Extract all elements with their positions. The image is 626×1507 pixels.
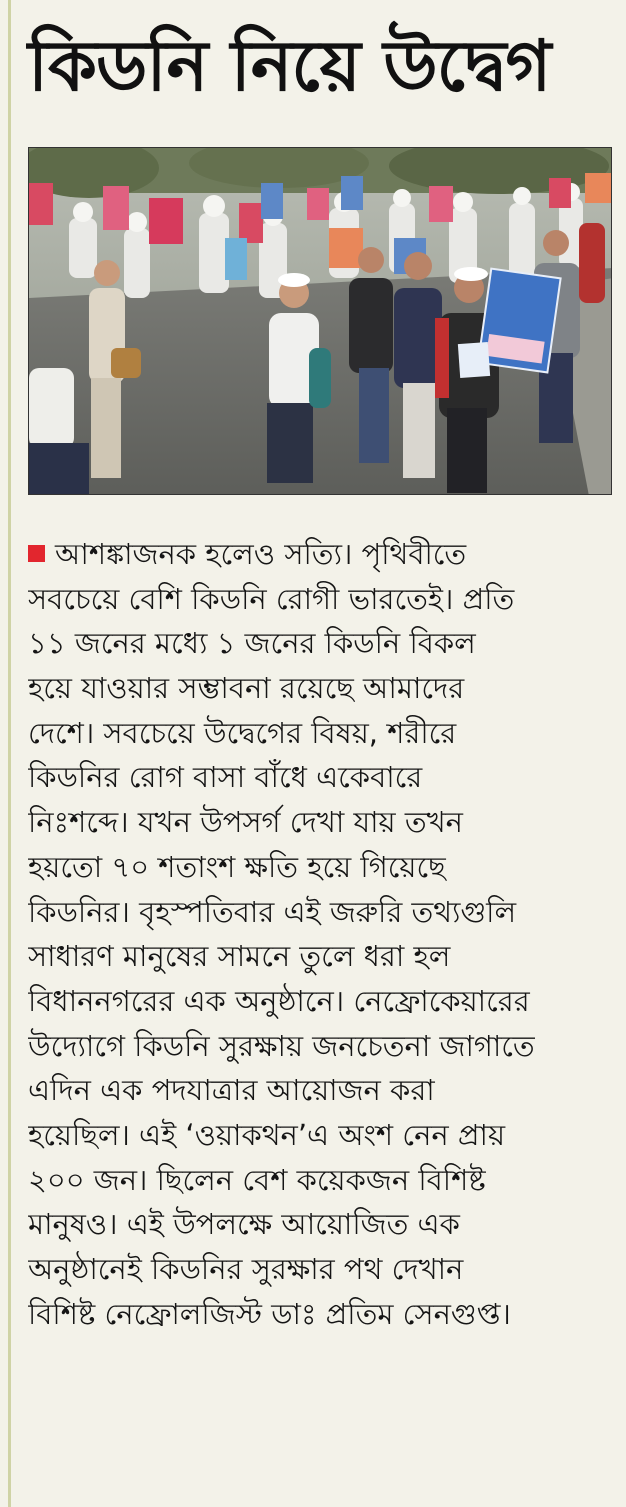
article-line: আশঙ্কাজনক হলেও সত্যি। পৃথিবীতে [28,532,618,577]
article-line: মানুষও। এই উপলক্ষে আয়োজিত এক [28,1207,460,1242]
article-line: হয়তো ৭০ শতাংশ ক্ষতি হয়ে গিয়েছে [28,849,446,884]
headline: কিডনি নিয়ে উদ্বেগ [28,25,551,107]
article-line: অনুষ্ঠানেই কিডনির সুরক্ষার পথ দেখান [28,1252,464,1286]
article-line: কিডনির রোগ বাসা বাঁধে একেবারে [28,760,423,795]
article-line: হয়েছিল। এই ‘ওয়াকথন’এ অংশ নেন প্রায় [28,1117,506,1152]
article-line: এদিন এক পদযাত্রার আয়োজন করা [28,1073,435,1108]
news-photo [28,147,612,495]
article-line: ১১ জনের মধ্যে ১ জনের কিডনি বিকল [28,626,476,661]
article-line: কিডনির। বৃহস্পতিবার এই জরুরি তথ্যগুলি [28,894,517,929]
column-rule [8,0,11,1507]
article-line: ২০০ জন। ছিলেন বেশ কয়েকজন বিশিষ্ট [28,1162,486,1197]
article-line: সবচেয়ে বেশি কিডনি রোগী ভারতেই। প্রতি [28,581,515,616]
walkathon-photo [29,148,612,495]
article-body [28,532,618,1336]
article-line: বিশিষ্ট নেফ্রোলজিস্ট ডাঃ প্রতিম সেনগুপ্ত। [28,1296,511,1331]
article-line: বিধাননগরের এক অনুষ্ঠানে। নেফ্রোকেয়ারের [28,983,530,1018]
article-line: হয়ে যাওয়ার সম্ভাবনা রয়েছে আমাদের [28,671,465,706]
article-line: দেশে। সবচেয়ে উদ্বেগের বিষয়, শরীরে [28,715,457,750]
article-line: উদ্যোগে কিডনি সুরক্ষায় জনচেতনা জাগাতে [28,1028,535,1063]
article-line: সাধারণ মানুষের সামনে তুলে ধরা হল [28,939,451,974]
red-bullet-icon [28,545,45,562]
article-line: নিঃশব্দে। যখন উপসর্গ দেখা যায় তখন [28,805,463,840]
